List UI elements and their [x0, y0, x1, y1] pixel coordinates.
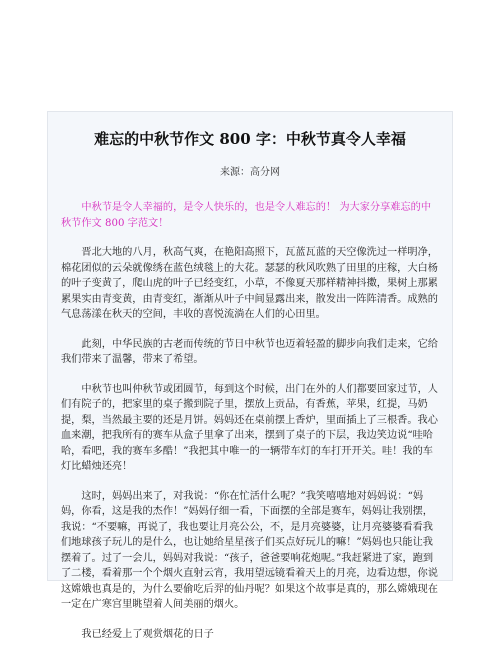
- article-body: [61, 200, 441, 656]
- paragraph: 我已经爱上了观赏烟花的日子: [81, 628, 214, 640]
- paragraph: 此刻，中华民族的古老而传统的节日中秋节也迈着轻盈的脚步向我们走来，它给我们带来了温馨，带来了希望。: [61, 338, 438, 365]
- article-title: 难忘的中秋节作文 800 字：中秋节真令人幸福: [94, 130, 406, 148]
- intro-paragraph: 中秋节是令人幸福的，是令人快乐的，也是令人难忘的！ 为大家分享难忘的中秋节作文 800 字范文！: [61, 202, 432, 229]
- paragraph: 中秋节也叫仲秋节或团圆节，每到这个时候，出门在外的人们都要回家过节，人们有院子的，把家里的桌子搬到院子里，摆放上贡品，有香蕉，苹果，红提，马奶提，梨，当然最主要的还是月饼。妈妈还在桌前摆上香炉，里面插上了三根香。我心血来潮，把我所有的赛车从盒子里拿了出来，摆到了桌子的下层，我边笑边说“哇哈哈，看吧，我的赛车多酷！”我把其中唯一的一辆带车灯的车打开开关。哇！我的车灯比蜡烛还亮！: [61, 383, 438, 472]
- article-card: [47, 111, 453, 640]
- paragraph: 晋北大地的八月，秋高气爽，在艳阳高照下，瓦蓝瓦蓝的天空像洗过一样明净，棉花团似的云朵就像绣在蓝色绒毯上的大花。瑟瑟的秋风吹熟了田里的庄稼，大白杨的叶子变黄了，爬山虎的叶子已经变红，小草，不像夏天那样精神抖擞，果树上那累累果实由青变黄，由青变红，渐渐从叶子中间显露出来，散发出一阵阵清香。成熟的气息荡漾在秋天的空间，丰收的喜悦流淌在人们的心田里。: [61, 247, 438, 320]
- article-source: 来源：高分网: [220, 167, 280, 178]
- paragraph: 这时，妈妈出来了，对我说：“你在忙活什么呢？”我笑嘻嘻地对妈妈说：“妈妈，你看，这是我的杰作！”妈妈仔细一看，下面摆的全部是赛车，妈妈让我别摆，我说：“不要嘛，再说了，我也要让月亮公公，不，是月亮婆婆，让月亮婆婆看看我们地球孩子玩儿的是什么，也让她给星星孩子们买点好玩儿的嘛！”妈妈也只能让我摆着了。过了一会儿，妈妈对我说：“孩子，爸爸要响花炮呢。”我赶紧进了家，跑到了二楼，看着那一个个烟火直射云宵，我用望远镜看着天上的月亮，边看边想，你说这嫦娥也真是的，为什么要偷吃后羿的仙丹呢？如果这个故事是真的，那么嫦娥现在一定在广寒宫里眺望着人间美丽的烟火。: [61, 490, 438, 610]
